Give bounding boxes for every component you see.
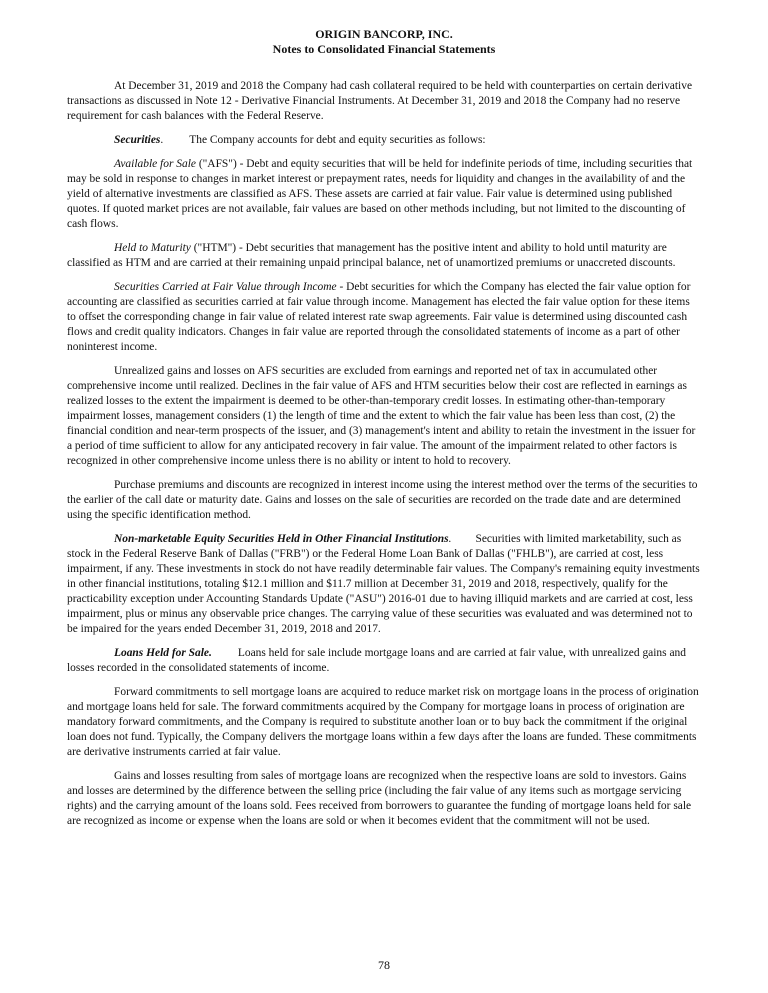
paragraph-non-marketable-equity: Non-marketable Equity Securities Held in Other Financial Institutions. Securities with limited marketability, such as stock in the Federal Reserve Bank of Dallas ("FRB") or the Federal Home Loan Bank of Dallas ("FHLB"), are carried at cost, less impairment, if any. These investments in stock do not have readily determinable fair values. The Company's remaining equity investments in other financial institutions, totaling $12.1 million and $11.7 million at December 31, 2019 and 2018, respectively, qualify for the practicability exception under Accounting Standards Update ("ASU") 2016-01 due to having illiquid markets and are carried at cost, less impairment, plus or minus any observable price changes. The carrying value of these securities was evaluated and was determined not to be impaired for the years ended December 31, 2019, 2018 and 2017. [67, 533, 700, 635]
fvti-text: - Debt securities for which the Company has elected the fair value option for accounting are classified as securities carried at fair value through income. Management has elected the fair value option for these items to offset the corresponding change in fair value of related interest rate swap agreements. Fair value is determined using discounted cash flows and credit quality indicators. Changes in fair value are reported through the consolidated statements of income as a part of other noninterest income. [67, 281, 691, 353]
securities-text: The Company accounts for debt and equity securities as follows: [189, 134, 486, 146]
htm-heading: Held to Maturity [114, 242, 191, 254]
paragraph-loans-held-for-sale: Loans Held for Sale. Loans held for sale include mortgage loans and are carried at fair value, with unrealized gains and losses recorded in the consolidated statements of income. [67, 647, 686, 674]
afs-text: ("AFS") - Debt and equity securities that will be held for indefinite periods of time, including securities that may be sold in response to changes in market interest or prepayment rates, needs for liquidity and changes in the availability of and the yield of alternative investments are classified as AFS. These assets are carried at fair value. Fair value is determined using published quotes. If quoted market prices are not available, fair values are based on other methods including, but not limited to the discounting of cash flows. [67, 158, 693, 230]
paragraph-purchase-premiums: Purchase premiums and discounts are recognized in interest income using the interest method over the terms of the securities to the earlier of the call date or maturity date. Gains and losses on the sale of securities are recorded on the trade date and are determined using the specific identification method. [67, 479, 698, 521]
paragraph-cash-collateral: At December 31, 2019 and 2018 the Company had cash collateral required to be held with counterparties on certain derivative transactions as discussed in Note 12 - Derivative Financial Instruments. At December 31, 2019 and 2018 the Company had no reserve requirement for cash balances with the Federal Reserve. [67, 80, 693, 122]
document-header [67, 27, 701, 57]
paragraph-unrealized-gains: Unrealized gains and losses on AFS securities are excluded from earnings and reported net of tax in accumulated other comprehensive income until realized. Declines in the fair value of AFS and HTM securities below their cost are reflected in earnings as realized losses to the extent the impairment is deemed to be other-than-temporary credit losses. In estimating other-than-temporary impairment losses, management considers (1) the length of time and the extent to which the fair value has been less than cost, (2) the financial condition and near-term prospects of the issuer, and (3) management's intent and ability to retain the investment in the issuer for a period of time sufficient to allow for any anticipated recovery in fair value. The amount of the impairment related to other factors is recognized in other comprehensive income unless there is no ability or intent to hold to recovery. [67, 365, 696, 467]
paragraph-fair-value-through-income [67, 280, 701, 355]
loans-hfs-text: Loans held for sale include mortgage loans and are carried at fair value, with unrealized gains and losses recorded in the consolidated statements of income. [67, 647, 686, 674]
non-marketable-heading: Non-marketable Equity Securities Held in Other Financial Institutions [114, 533, 449, 545]
paragraph-htm [67, 241, 701, 271]
paragraph-gains-losses-mortgage: Gains and losses resulting from sales of mortgage loans are recognized when the respective loans are sold to investors. Gains and losses are determined by the difference between the selling price (including the fair value of any items such as mortgage servicing rights) and the carrying amount of the loans sold. Fees received from borrowers to guarantee the funding of mortgage loans held for sale are recognized as income or expense when the loans are sold or when it becomes evident that the commitment will not be used. [67, 770, 692, 827]
page-number: 78 [378, 958, 390, 972]
htm-text: ("HTM") - Debt securities that management has the positive intent and ability to hold until maturity are classified as HTM and are carried at their remaining unpaid principal balance, net of unamortized premiums or unaccreted discounts. [67, 242, 676, 269]
non-marketable-text: Securities with limited marketability, such as stock in the Federal Reserve Bank of Dallas ("FRB") or the Federal Home Loan Bank of Dallas ("FHLB"), are carried at cost, less impairment, if any. These investments in stock do not have readily determinable fair values. The Company's remaining equity investments in other financial institutions, totaling $12.1 million and $11.7 million at December 31, 2019 and 2018, respectively, qualify for the practicability exception under Accounting Standards Update ("ASU") 2016-01 due to having illiquid markets and are carried at cost, less impairment, plus or minus any observable price changes. The carrying value of these securities was evaluated and was determined not to be impaired for the years ended December 31, 2019, 2018 and 2017. [67, 533, 700, 635]
securities-heading: Securities [114, 134, 161, 146]
afs-heading: Available for Sale [114, 158, 196, 170]
paragraph-afs [67, 157, 701, 232]
company-name: ORIGIN BANCORP, INC. [315, 27, 453, 41]
document-subtitle: Notes to Consolidated Financial Statements [272, 42, 496, 56]
loans-hfs-heading: Loans Held for Sale [114, 647, 209, 659]
paragraph-securities: Securities. The Company accounts for debt and equity securities as follows: [114, 134, 486, 146]
paragraph-forward-commitments: Forward commitments to sell mortgage loans are acquired to reduce market risk on mortgage loans in the process of origination and mortgage loans held for sale. The forward commitments acquired by the Company for mortgage loans in process of origination are mandatory forward commitments, and the Company is required to substitute another loan or to buy back the commitment if the original loan does not fund. Typically, the Company delivers the mortgage loans within a few days after the loans are funded. These commitments are derivative instruments carried at fair value. [67, 686, 699, 758]
fvti-heading: Securities Carried at Fair Value through Income [114, 281, 337, 293]
document-page [67, 27, 701, 838]
